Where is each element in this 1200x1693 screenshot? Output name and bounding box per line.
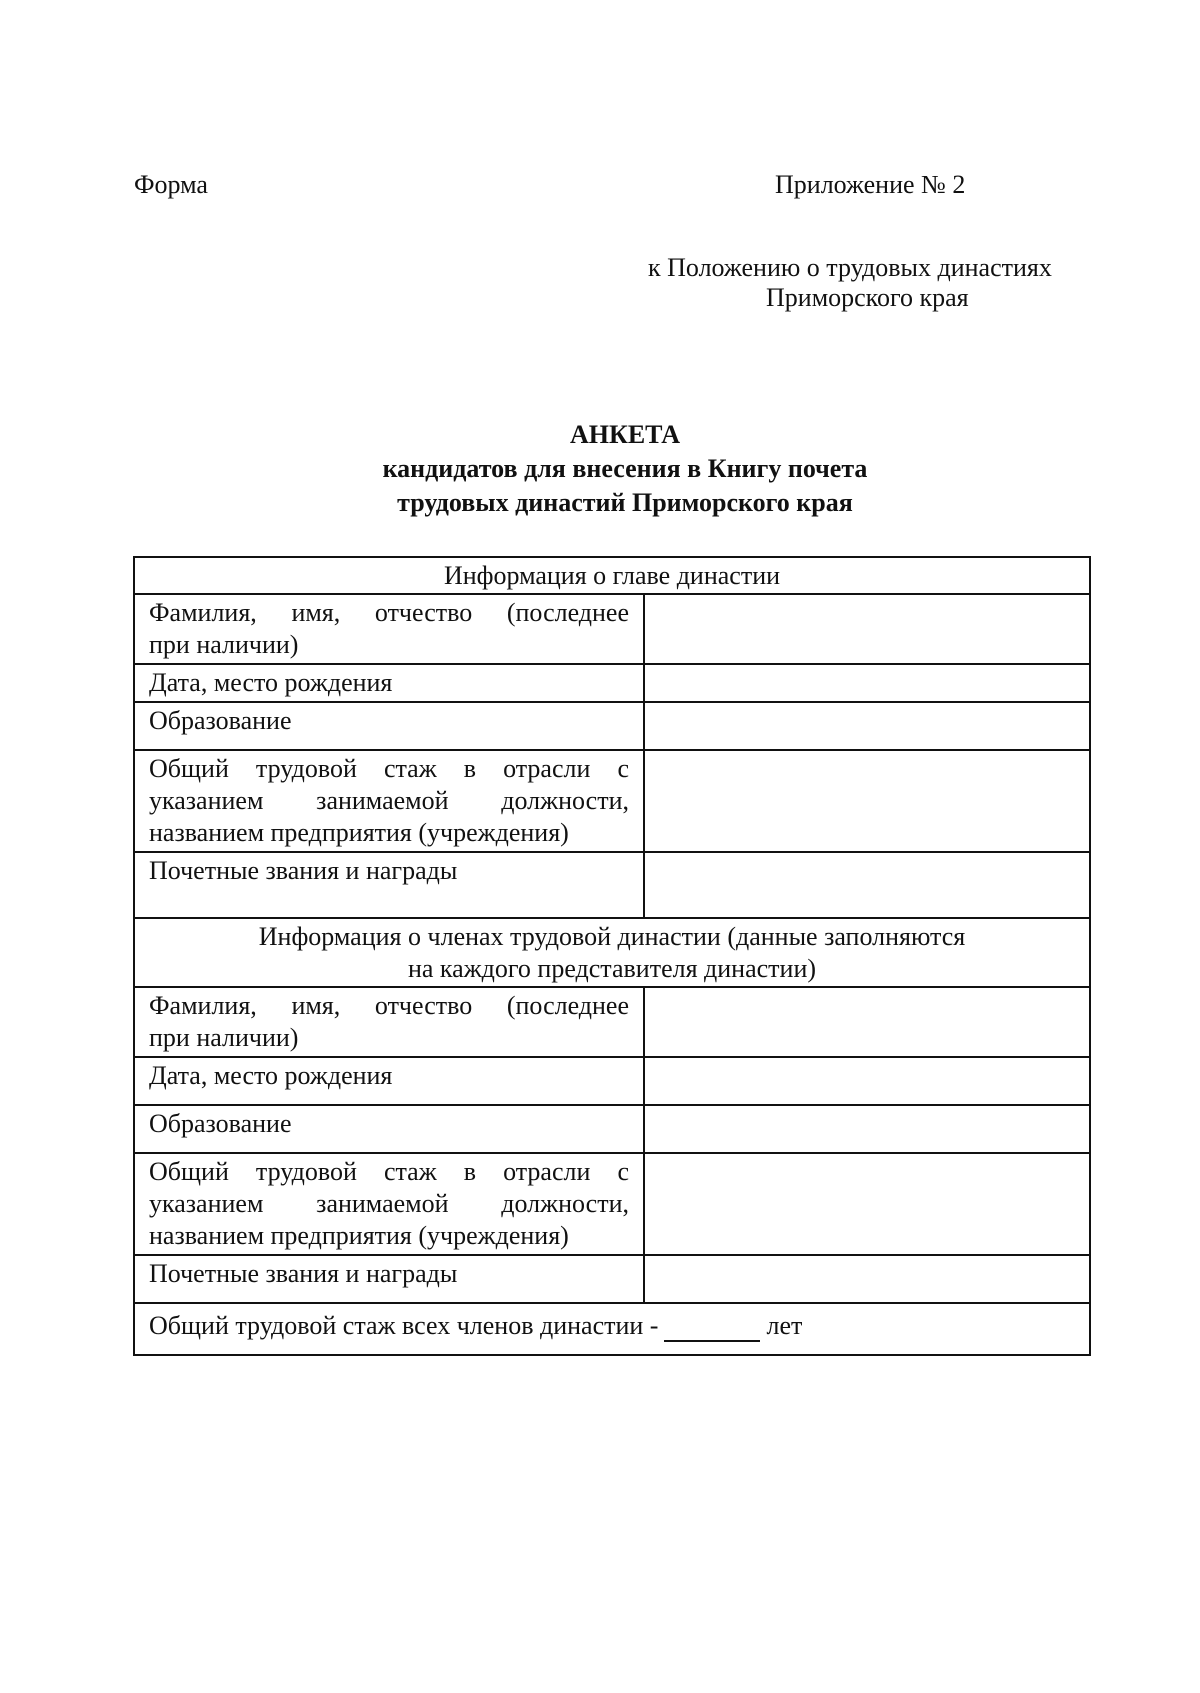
regulation-reference: [648, 253, 1098, 313]
label-line: Общий трудовой стаж в отрасли с: [149, 754, 629, 783]
title-line-1: АНКЕТА: [569, 420, 681, 449]
head-birth-date-place-field[interactable]: [644, 664, 1090, 702]
label-line: указанием занимаемой должности,: [149, 786, 629, 815]
member-birth-date-place-label: [134, 1057, 644, 1105]
table-row: [134, 1057, 1090, 1105]
table-row: [134, 987, 1090, 1057]
table-row: [134, 664, 1090, 702]
table-row: [134, 1105, 1090, 1153]
head-education-field[interactable]: [644, 702, 1090, 750]
label-line: указанием занимаемой должности,: [149, 1189, 629, 1218]
label-line: Дата, место рождения: [149, 668, 393, 697]
questionnaire-table: [133, 556, 1091, 1356]
label-line: Почетные звания и награды: [149, 1259, 458, 1288]
table-row: [134, 594, 1090, 664]
head-full-name-field[interactable]: [644, 594, 1090, 664]
label-line: Фамилия, имя, отчество (последнее: [149, 598, 629, 627]
head-birth-date-place-label: [134, 664, 644, 702]
head-full-name-label: [134, 594, 644, 664]
total-experience-prefix: Общий трудовой стаж всех членов династии -: [149, 1311, 659, 1340]
label-line: при наличии): [149, 630, 299, 659]
head-awards-label: [134, 852, 644, 918]
table-row: [134, 1255, 1090, 1303]
form-label: Форма: [134, 170, 208, 199]
regulation-reference-line-2: Приморского края: [766, 283, 969, 312]
title-line-3: трудовых династий Приморского края: [397, 488, 853, 517]
member-work-experience-label: [134, 1153, 644, 1255]
head-education-label: [134, 702, 644, 750]
member-education-label: [134, 1105, 644, 1153]
label-line: Образование: [149, 1109, 292, 1138]
table-row: [134, 852, 1090, 918]
document-title: [300, 418, 950, 520]
member-birth-date-place-field[interactable]: [644, 1057, 1090, 1105]
section-header-row: [134, 557, 1090, 594]
label-line: Дата, место рождения: [149, 1061, 393, 1090]
title-line-2: кандидатов для внесения в Книгу почета: [382, 454, 868, 483]
members-section-title-line-1: Информация о членах трудовой династии (данные заполняются: [258, 922, 966, 951]
label-line: названием предприятия (учреждения): [149, 1221, 569, 1250]
label-line: Образование: [149, 706, 292, 735]
head-awards-field[interactable]: [644, 852, 1090, 918]
head-section-title: Информация о главе династии: [134, 557, 1090, 594]
member-full-name-label: [134, 987, 644, 1057]
appendix-label: Приложение № 2: [775, 170, 966, 199]
head-work-experience-label: [134, 750, 644, 852]
members-section-title: [134, 918, 1090, 987]
member-awards-field[interactable]: [644, 1255, 1090, 1303]
member-full-name-field[interactable]: [644, 987, 1090, 1057]
member-work-experience-field[interactable]: [644, 1153, 1090, 1255]
label-line: Фамилия, имя, отчество (последнее: [149, 991, 629, 1020]
member-education-field[interactable]: [644, 1105, 1090, 1153]
head-work-experience-field[interactable]: [644, 750, 1090, 852]
members-section-title-line-2: на каждого представителя династии): [407, 954, 817, 983]
total-experience-blank[interactable]: [664, 1316, 760, 1342]
total-row: [134, 1303, 1090, 1355]
table-row: [134, 1153, 1090, 1255]
label-line: Общий трудовой стаж в отрасли с: [149, 1157, 629, 1186]
regulation-reference-line-1: к Положению о трудовых династиях: [648, 253, 1052, 282]
label-line: Почетные звания и награды: [149, 856, 458, 885]
total-experience-suffix: лет: [766, 1311, 803, 1340]
label-line: при наличии): [149, 1023, 299, 1052]
table-row: [134, 750, 1090, 852]
total-experience-cell: [134, 1303, 1090, 1355]
table-row: [134, 702, 1090, 750]
member-awards-label: [134, 1255, 644, 1303]
section-header-row: [134, 918, 1090, 987]
label-line: названием предприятия (учреждения): [149, 818, 569, 847]
